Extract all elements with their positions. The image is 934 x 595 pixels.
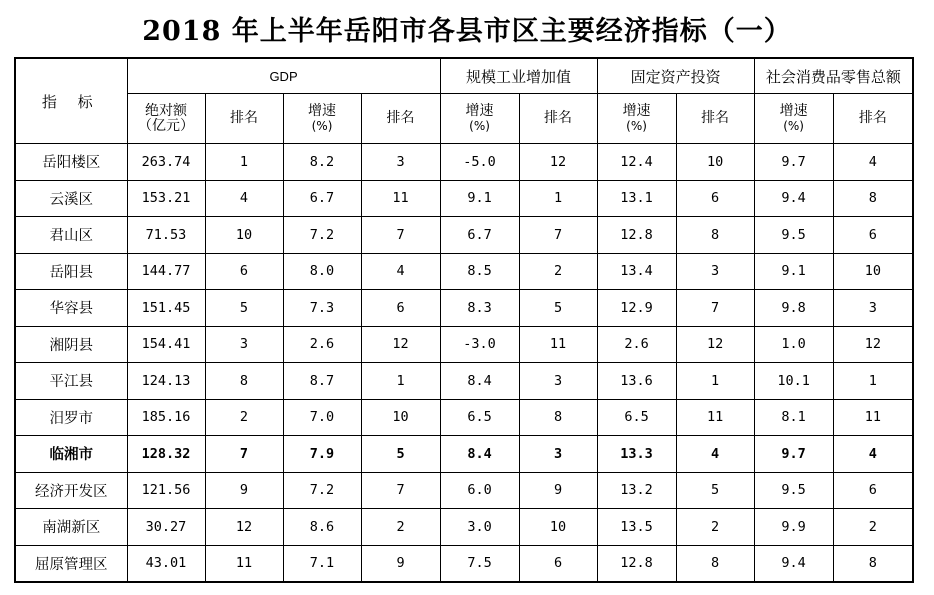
value-cell: 124.13 (127, 363, 205, 400)
page-title: 2018 年上半年岳阳市各县市区主要经济指标（一） (142, 16, 792, 47)
value-cell: 7 (361, 472, 440, 509)
value-cell: 6.0 (440, 472, 519, 509)
value-cell: 7.0 (283, 399, 361, 436)
value-cell: 263.74 (127, 144, 205, 181)
subheader-gdp-absolute (127, 94, 205, 144)
subheader-growth-label: 增速 (622, 102, 651, 119)
region-name-cell: 临湘市 (15, 436, 127, 473)
value-cell: 2 (519, 253, 597, 290)
value-cell: 9 (361, 545, 440, 582)
table-row (15, 509, 913, 546)
value-cell: 10.1 (754, 363, 833, 400)
value-cell: 7.1 (283, 545, 361, 582)
value-cell: 185.16 (127, 399, 205, 436)
value-cell: 43.01 (127, 545, 205, 582)
region-name-cell: 南湖新区 (15, 509, 127, 546)
value-cell: 5 (676, 472, 754, 509)
value-cell: 151.45 (127, 290, 205, 327)
value-cell: 12.8 (597, 217, 676, 254)
subheader-growth-unit: (%) (469, 118, 490, 133)
value-cell: 7.3 (283, 290, 361, 327)
indicator-table (14, 57, 914, 583)
value-cell: 8.4 (440, 436, 519, 473)
subheader-growth-label: 增速 (308, 102, 336, 119)
value-cell: 153.21 (127, 180, 205, 217)
value-cell: 8.2 (283, 144, 361, 181)
value-cell: 7 (676, 290, 754, 327)
value-cell: 8.6 (283, 509, 361, 546)
value-cell: 10 (676, 144, 754, 181)
value-cell: 4 (205, 180, 283, 217)
value-cell: 128.32 (127, 436, 205, 473)
value-cell: 3 (361, 144, 440, 181)
value-cell: 7.2 (283, 217, 361, 254)
value-cell: 7.9 (283, 436, 361, 473)
value-cell: 5 (361, 436, 440, 473)
value-cell: 3 (676, 253, 754, 290)
value-cell: 3 (519, 363, 597, 400)
table-row (15, 144, 913, 181)
value-cell: 11 (833, 399, 913, 436)
value-cell: 12 (519, 144, 597, 181)
group-header-retail: 社会消费品零售总额 (754, 58, 913, 94)
value-cell: 154.41 (127, 326, 205, 363)
value-cell: 2.6 (283, 326, 361, 363)
region-name-cell: 华容县 (15, 290, 127, 327)
subheader-growth-unit: (%) (783, 118, 804, 133)
value-cell: 9.5 (754, 472, 833, 509)
value-cell: 8 (676, 545, 754, 582)
value-cell: -5.0 (440, 144, 519, 181)
value-cell: 8 (676, 217, 754, 254)
value-cell: 13.4 (597, 253, 676, 290)
value-cell: 3 (205, 326, 283, 363)
value-cell: 10 (519, 509, 597, 546)
value-cell: 8 (205, 363, 283, 400)
value-cell: 30.27 (127, 509, 205, 546)
value-cell: 12 (361, 326, 440, 363)
value-cell: 4 (833, 436, 913, 473)
value-cell: 2 (205, 399, 283, 436)
value-cell: 1 (205, 144, 283, 181)
value-cell: 3 (519, 436, 597, 473)
value-cell: 10 (833, 253, 913, 290)
value-cell: 1 (519, 180, 597, 217)
table-body (15, 144, 913, 583)
region-name-cell: 云溪区 (15, 180, 127, 217)
value-cell: 8.3 (440, 290, 519, 327)
value-cell: 1 (361, 363, 440, 400)
value-cell: 4 (361, 253, 440, 290)
value-cell: 13.1 (597, 180, 676, 217)
value-cell: 9.4 (754, 180, 833, 217)
value-cell: 9.9 (754, 509, 833, 546)
table-row (15, 436, 913, 473)
value-cell: 13.6 (597, 363, 676, 400)
subheader-investment-growth (597, 94, 676, 144)
table-row (15, 363, 913, 400)
value-cell: 7 (519, 217, 597, 254)
table-row (15, 290, 913, 327)
table-row (15, 217, 913, 254)
value-cell: 11 (205, 545, 283, 582)
subheader-gdp-abs-rank: 排名 (205, 94, 283, 144)
value-cell: 7.5 (440, 545, 519, 582)
value-cell: 121.56 (127, 472, 205, 509)
index-header: 指 标 (15, 58, 127, 144)
value-cell: 8.0 (283, 253, 361, 290)
table-row (15, 399, 913, 436)
value-cell: 6.7 (440, 217, 519, 254)
subheader-growth-unit: (%) (626, 118, 647, 133)
value-cell: 11 (676, 399, 754, 436)
value-cell: 12 (205, 509, 283, 546)
value-cell: 12 (833, 326, 913, 363)
subheader-growth-unit: (%) (311, 118, 333, 133)
subheader-gdp-growth-rank: 排名 (361, 94, 440, 144)
value-cell: 9.4 (754, 545, 833, 582)
value-cell: 10 (205, 217, 283, 254)
value-cell: 13.5 (597, 509, 676, 546)
subheader-retail-rank: 排名 (833, 94, 913, 144)
subheader-gdp-growth (283, 94, 361, 144)
value-cell: 9.1 (754, 253, 833, 290)
table-row (15, 545, 913, 582)
value-cell: 5 (519, 290, 597, 327)
value-cell: 6 (205, 253, 283, 290)
header-row-subcolumns (15, 94, 913, 144)
subheader-abs-label: 绝对额 (145, 102, 187, 119)
group-header-gdp: GDP (127, 58, 440, 94)
value-cell: 6 (833, 472, 913, 509)
value-cell: 8 (519, 399, 597, 436)
group-header-investment: 固定资产投资 (597, 58, 754, 94)
value-cell: 9.7 (754, 144, 833, 181)
subheader-growth-label: 增速 (779, 102, 808, 119)
region-name-cell: 屈原管理区 (15, 545, 127, 582)
value-cell: 6.5 (440, 399, 519, 436)
value-cell: -3.0 (440, 326, 519, 363)
value-cell: 5 (205, 290, 283, 327)
value-cell: 8.1 (754, 399, 833, 436)
value-cell: 2 (361, 509, 440, 546)
value-cell: 6.7 (283, 180, 361, 217)
value-cell: 7 (361, 217, 440, 254)
table-row (15, 253, 913, 290)
value-cell: 1 (833, 363, 913, 400)
region-name-cell: 汨罗市 (15, 399, 127, 436)
value-cell: 3 (833, 290, 913, 327)
value-cell: 9.8 (754, 290, 833, 327)
value-cell: 2.6 (597, 326, 676, 363)
value-cell: 6 (676, 180, 754, 217)
value-cell: 10 (361, 399, 440, 436)
value-cell: 9.5 (754, 217, 833, 254)
subheader-retail-growth (754, 94, 833, 144)
value-cell: 8.5 (440, 253, 519, 290)
value-cell: 13.2 (597, 472, 676, 509)
subheader-growth-label: 增速 (465, 102, 494, 119)
value-cell: 7 (205, 436, 283, 473)
value-cell: 8 (833, 545, 913, 582)
subheader-abs-unit: （亿元） (138, 117, 194, 134)
value-cell: 4 (833, 144, 913, 181)
region-name-cell: 平江县 (15, 363, 127, 400)
subheader-investment-rank: 排名 (676, 94, 754, 144)
value-cell: 8.4 (440, 363, 519, 400)
table-row (15, 180, 913, 217)
value-cell: 71.53 (127, 217, 205, 254)
value-cell: 9.1 (440, 180, 519, 217)
value-cell: 8 (833, 180, 913, 217)
value-cell: 13.3 (597, 436, 676, 473)
value-cell: 1.0 (754, 326, 833, 363)
value-cell: 11 (361, 180, 440, 217)
region-name-cell: 岳阳县 (15, 253, 127, 290)
region-name-cell: 经济开发区 (15, 472, 127, 509)
value-cell: 6 (361, 290, 440, 327)
region-name-cell: 岳阳楼区 (15, 144, 127, 181)
value-cell: 6 (833, 217, 913, 254)
value-cell: 144.77 (127, 253, 205, 290)
value-cell: 6.5 (597, 399, 676, 436)
group-header-industry: 规模工业增加值 (440, 58, 597, 94)
region-name-cell: 湘阴县 (15, 326, 127, 363)
value-cell: 1 (676, 363, 754, 400)
value-cell: 2 (676, 509, 754, 546)
value-cell: 9.7 (754, 436, 833, 473)
value-cell: 9 (205, 472, 283, 509)
value-cell: 11 (519, 326, 597, 363)
value-cell: 7.2 (283, 472, 361, 509)
value-cell: 9 (519, 472, 597, 509)
subheader-industry-rank: 排名 (519, 94, 597, 144)
table-row (15, 326, 913, 363)
subheader-industry-growth (440, 94, 519, 144)
value-cell: 3.0 (440, 509, 519, 546)
header-row-groups (15, 58, 913, 94)
value-cell: 12.8 (597, 545, 676, 582)
value-cell: 6 (519, 545, 597, 582)
value-cell: 8.7 (283, 363, 361, 400)
region-name-cell: 君山区 (15, 217, 127, 254)
value-cell: 12.9 (597, 290, 676, 327)
value-cell: 12 (676, 326, 754, 363)
value-cell: 4 (676, 436, 754, 473)
table-row (15, 472, 913, 509)
value-cell: 12.4 (597, 144, 676, 181)
value-cell: 2 (833, 509, 913, 546)
